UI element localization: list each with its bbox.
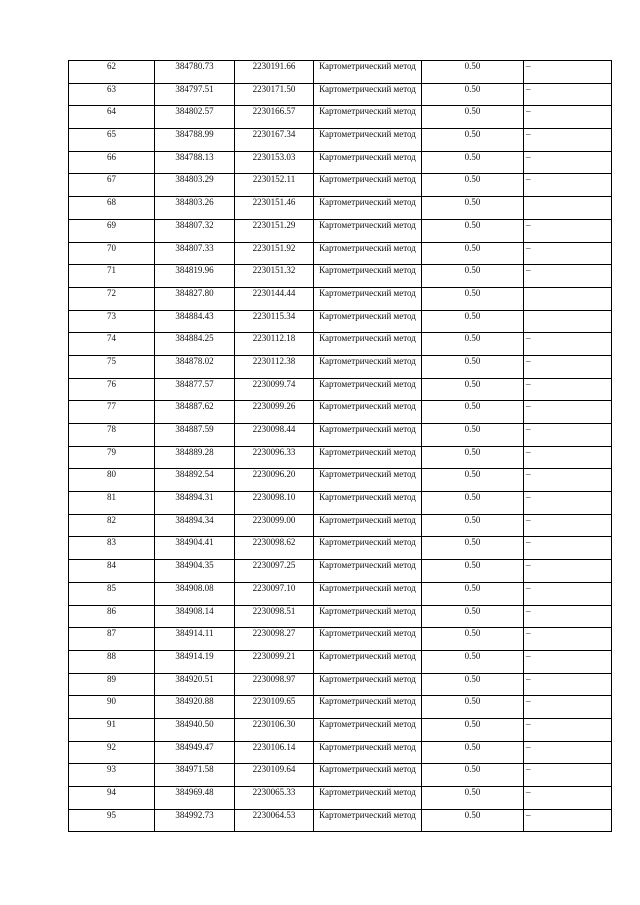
- method-cell: Картометрический метод: [314, 787, 422, 810]
- method-cell: Картометрический метод: [314, 469, 422, 492]
- method-cell: Картометрический метод: [314, 446, 422, 469]
- accuracy-cell: 0.50: [422, 696, 524, 719]
- y-coordinate-cell: 2230153.03: [235, 151, 314, 174]
- accuracy-cell: 0.50: [422, 242, 524, 265]
- accuracy-cell: 0.50: [422, 197, 524, 220]
- table-row: [69, 83, 612, 106]
- accuracy-cell: 0.50: [422, 83, 524, 106]
- method-cell: Картометрический метод: [314, 287, 422, 310]
- accuracy-cell: 0.50: [422, 265, 524, 288]
- point-number-cell: 66: [69, 151, 155, 174]
- table-row: [69, 333, 612, 356]
- note-cell: –: [524, 696, 612, 719]
- note-cell: –: [524, 378, 612, 401]
- table-row: [69, 106, 612, 129]
- table-row: [69, 174, 612, 197]
- y-coordinate-cell: 2230106.14: [235, 741, 314, 764]
- point-number-cell: 90: [69, 696, 155, 719]
- table-row: [69, 787, 612, 810]
- accuracy-cell: 0.50: [422, 151, 524, 174]
- table-row: [69, 424, 612, 447]
- table-row: [69, 492, 612, 515]
- accuracy-cell: 0.50: [422, 560, 524, 583]
- point-number-cell: 89: [69, 673, 155, 696]
- y-coordinate-cell: 2230064.53: [235, 809, 314, 832]
- note-cell: –: [524, 265, 612, 288]
- table-row: [69, 605, 612, 628]
- note-cell: [524, 197, 612, 220]
- x-coordinate-cell: 384802.57: [155, 106, 235, 129]
- x-coordinate-cell: 384908.14: [155, 605, 235, 628]
- point-number-cell: 73: [69, 310, 155, 333]
- method-cell: Картометрический метод: [314, 378, 422, 401]
- point-number-cell: 93: [69, 764, 155, 787]
- note-cell: –: [524, 741, 612, 764]
- x-coordinate-cell: 384904.35: [155, 560, 235, 583]
- x-coordinate-cell: 384877.57: [155, 378, 235, 401]
- method-cell: Картометрический метод: [314, 355, 422, 378]
- accuracy-cell: 0.50: [422, 174, 524, 197]
- accuracy-cell: 0.50: [422, 582, 524, 605]
- x-coordinate-cell: 384827.80: [155, 287, 235, 310]
- point-number-cell: 85: [69, 582, 155, 605]
- x-coordinate-cell: 384894.31: [155, 492, 235, 515]
- method-cell: Картометрический метод: [314, 809, 422, 832]
- point-number-cell: 69: [69, 219, 155, 242]
- y-coordinate-cell: 2230098.97: [235, 673, 314, 696]
- accuracy-cell: 0.50: [422, 106, 524, 129]
- point-number-cell: 77: [69, 401, 155, 424]
- coordinates-table: [68, 60, 612, 832]
- accuracy-cell: 0.50: [422, 514, 524, 537]
- table-row: [69, 696, 612, 719]
- note-cell: –: [524, 446, 612, 469]
- note-cell: –: [524, 560, 612, 583]
- y-coordinate-cell: 2230115.34: [235, 310, 314, 333]
- table-row: [69, 129, 612, 152]
- point-number-cell: 70: [69, 242, 155, 265]
- accuracy-cell: 0.50: [422, 129, 524, 152]
- method-cell: Картометрический метод: [314, 106, 422, 129]
- method-cell: Картометрический метод: [314, 605, 422, 628]
- table-row: [69, 355, 612, 378]
- accuracy-cell: 0.50: [422, 787, 524, 810]
- x-coordinate-cell: 384992.73: [155, 809, 235, 832]
- accuracy-cell: 0.50: [422, 219, 524, 242]
- y-coordinate-cell: 2230144.44: [235, 287, 314, 310]
- y-coordinate-cell: 2230112.18: [235, 333, 314, 356]
- method-cell: Картометрический метод: [314, 83, 422, 106]
- method-cell: Картометрический метод: [314, 151, 422, 174]
- note-cell: –: [524, 582, 612, 605]
- x-coordinate-cell: 384914.19: [155, 650, 235, 673]
- method-cell: Картометрический метод: [314, 61, 422, 84]
- accuracy-cell: 0.50: [422, 378, 524, 401]
- point-number-cell: 84: [69, 560, 155, 583]
- accuracy-cell: 0.50: [422, 355, 524, 378]
- note-cell: –: [524, 673, 612, 696]
- table-row: [69, 401, 612, 424]
- y-coordinate-cell: 2230097.25: [235, 560, 314, 583]
- accuracy-cell: 0.50: [422, 61, 524, 84]
- note-cell: –: [524, 605, 612, 628]
- y-coordinate-cell: 2230096.20: [235, 469, 314, 492]
- method-cell: Картометрический метод: [314, 537, 422, 560]
- x-coordinate-cell: 384889.28: [155, 446, 235, 469]
- x-coordinate-cell: 384949.47: [155, 741, 235, 764]
- accuracy-cell: 0.50: [422, 764, 524, 787]
- method-cell: Картометрический метод: [314, 582, 422, 605]
- x-coordinate-cell: 384920.88: [155, 696, 235, 719]
- x-coordinate-cell: 384908.08: [155, 582, 235, 605]
- note-cell: –: [524, 514, 612, 537]
- y-coordinate-cell: 2230191.66: [235, 61, 314, 84]
- note-cell: –: [524, 469, 612, 492]
- y-coordinate-cell: 2230099.74: [235, 378, 314, 401]
- y-coordinate-cell: 2230151.29: [235, 219, 314, 242]
- point-number-cell: 64: [69, 106, 155, 129]
- point-number-cell: 88: [69, 650, 155, 673]
- table-row: [69, 673, 612, 696]
- table-row: [69, 265, 612, 288]
- accuracy-cell: 0.50: [422, 718, 524, 741]
- y-coordinate-cell: 2230106.30: [235, 718, 314, 741]
- point-number-cell: 78: [69, 424, 155, 447]
- x-coordinate-cell: 384807.32: [155, 219, 235, 242]
- table-row: [69, 446, 612, 469]
- accuracy-cell: 0.50: [422, 809, 524, 832]
- note-cell: –: [524, 219, 612, 242]
- note-cell: –: [524, 628, 612, 651]
- point-number-cell: 67: [69, 174, 155, 197]
- note-cell: –: [524, 809, 612, 832]
- method-cell: Картометрический метод: [314, 696, 422, 719]
- x-coordinate-cell: 384884.25: [155, 333, 235, 356]
- note-cell: –: [524, 129, 612, 152]
- accuracy-cell: 0.50: [422, 650, 524, 673]
- method-cell: Картометрический метод: [314, 764, 422, 787]
- table-row: [69, 151, 612, 174]
- x-coordinate-cell: 384892.54: [155, 469, 235, 492]
- y-coordinate-cell: 2230151.46: [235, 197, 314, 220]
- x-coordinate-cell: 384914.11: [155, 628, 235, 651]
- y-coordinate-cell: 2230099.00: [235, 514, 314, 537]
- point-number-cell: 62: [69, 61, 155, 84]
- method-cell: Картометрический метод: [314, 741, 422, 764]
- method-cell: Картометрический метод: [314, 492, 422, 515]
- y-coordinate-cell: 2230099.21: [235, 650, 314, 673]
- point-number-cell: 95: [69, 809, 155, 832]
- y-coordinate-cell: 2230109.65: [235, 696, 314, 719]
- table-row: [69, 219, 612, 242]
- y-coordinate-cell: 2230109.64: [235, 764, 314, 787]
- point-number-cell: 81: [69, 492, 155, 515]
- note-cell: –: [524, 242, 612, 265]
- note-cell: –: [524, 106, 612, 129]
- x-coordinate-cell: 384780.73: [155, 61, 235, 84]
- point-number-cell: 68: [69, 197, 155, 220]
- accuracy-cell: 0.50: [422, 492, 524, 515]
- y-coordinate-cell: 2230098.51: [235, 605, 314, 628]
- x-coordinate-cell: 384920.51: [155, 673, 235, 696]
- accuracy-cell: 0.50: [422, 628, 524, 651]
- table-row: [69, 242, 612, 265]
- method-cell: Картометрический метод: [314, 560, 422, 583]
- y-coordinate-cell: 2230099.26: [235, 401, 314, 424]
- table-row: [69, 718, 612, 741]
- accuracy-cell: 0.50: [422, 469, 524, 492]
- point-number-cell: 86: [69, 605, 155, 628]
- point-number-cell: 82: [69, 514, 155, 537]
- point-number-cell: 80: [69, 469, 155, 492]
- y-coordinate-cell: 2230171.50: [235, 83, 314, 106]
- method-cell: Картометрический метод: [314, 265, 422, 288]
- note-cell: –: [524, 174, 612, 197]
- x-coordinate-cell: 384904.41: [155, 537, 235, 560]
- y-coordinate-cell: 2230152.11: [235, 174, 314, 197]
- method-cell: Картометрический метод: [314, 174, 422, 197]
- method-cell: Картометрический метод: [314, 718, 422, 741]
- point-number-cell: 83: [69, 537, 155, 560]
- y-coordinate-cell: 2230065.33: [235, 787, 314, 810]
- note-cell: –: [524, 537, 612, 560]
- accuracy-cell: 0.50: [422, 741, 524, 764]
- point-number-cell: 76: [69, 378, 155, 401]
- table-row: [69, 287, 612, 310]
- note-cell: –: [524, 151, 612, 174]
- y-coordinate-cell: 2230151.92: [235, 242, 314, 265]
- accuracy-cell: 0.50: [422, 401, 524, 424]
- note-cell: –: [524, 83, 612, 106]
- note-cell: –: [524, 424, 612, 447]
- point-number-cell: 94: [69, 787, 155, 810]
- table-row: [69, 582, 612, 605]
- table-row: [69, 741, 612, 764]
- point-number-cell: 63: [69, 83, 155, 106]
- method-cell: Картометрический метод: [314, 219, 422, 242]
- accuracy-cell: 0.50: [422, 310, 524, 333]
- method-cell: Картометрический метод: [314, 514, 422, 537]
- accuracy-cell: 0.50: [422, 424, 524, 447]
- y-coordinate-cell: 2230098.44: [235, 424, 314, 447]
- y-coordinate-cell: 2230098.62: [235, 537, 314, 560]
- accuracy-cell: 0.50: [422, 446, 524, 469]
- y-coordinate-cell: 2230112.38: [235, 355, 314, 378]
- y-coordinate-cell: 2230098.27: [235, 628, 314, 651]
- table-row: [69, 197, 612, 220]
- y-coordinate-cell: 2230167.34: [235, 129, 314, 152]
- x-coordinate-cell: 384803.29: [155, 174, 235, 197]
- accuracy-cell: 0.50: [422, 537, 524, 560]
- accuracy-cell: 0.50: [422, 605, 524, 628]
- note-cell: –: [524, 787, 612, 810]
- accuracy-cell: 0.50: [422, 287, 524, 310]
- method-cell: Картометрический метод: [314, 129, 422, 152]
- note-cell: –: [524, 492, 612, 515]
- note-cell: –: [524, 650, 612, 673]
- x-coordinate-cell: 384887.59: [155, 424, 235, 447]
- x-coordinate-cell: 384788.13: [155, 151, 235, 174]
- y-coordinate-cell: 2230097.10: [235, 582, 314, 605]
- table-row: [69, 764, 612, 787]
- x-coordinate-cell: 384819.96: [155, 265, 235, 288]
- method-cell: Картометрический метод: [314, 673, 422, 696]
- table-row: [69, 469, 612, 492]
- method-cell: Картометрический метод: [314, 242, 422, 265]
- table-row: [69, 514, 612, 537]
- x-coordinate-cell: 384940.50: [155, 718, 235, 741]
- method-cell: Картометрический метод: [314, 401, 422, 424]
- table-row: [69, 61, 612, 84]
- table-row: [69, 378, 612, 401]
- point-number-cell: 72: [69, 287, 155, 310]
- note-cell: –: [524, 333, 612, 356]
- point-number-cell: 74: [69, 333, 155, 356]
- x-coordinate-cell: 384971.58: [155, 764, 235, 787]
- accuracy-cell: 0.50: [422, 333, 524, 356]
- point-number-cell: 92: [69, 741, 155, 764]
- x-coordinate-cell: 384887.62: [155, 401, 235, 424]
- y-coordinate-cell: 2230151.32: [235, 265, 314, 288]
- method-cell: Картометрический метод: [314, 650, 422, 673]
- table-row: [69, 628, 612, 651]
- note-cell: –: [524, 718, 612, 741]
- x-coordinate-cell: 384788.99: [155, 129, 235, 152]
- method-cell: Картометрический метод: [314, 424, 422, 447]
- method-cell: Картометрический метод: [314, 310, 422, 333]
- x-coordinate-cell: 384797.51: [155, 83, 235, 106]
- x-coordinate-cell: 384803.26: [155, 197, 235, 220]
- table-row: [69, 537, 612, 560]
- method-cell: Картометрический метод: [314, 628, 422, 651]
- note-cell: –: [524, 401, 612, 424]
- note-cell: –: [524, 764, 612, 787]
- x-coordinate-cell: 384884.43: [155, 310, 235, 333]
- x-coordinate-cell: 384969.48: [155, 787, 235, 810]
- table-row: [69, 809, 612, 832]
- y-coordinate-cell: 2230166.57: [235, 106, 314, 129]
- point-number-cell: 71: [69, 265, 155, 288]
- note-cell: [524, 310, 612, 333]
- x-coordinate-cell: 384878.02: [155, 355, 235, 378]
- y-coordinate-cell: 2230096.33: [235, 446, 314, 469]
- table-row: [69, 310, 612, 333]
- point-number-cell: 75: [69, 355, 155, 378]
- note-cell: [524, 287, 612, 310]
- note-cell: –: [524, 355, 612, 378]
- x-coordinate-cell: 384807.33: [155, 242, 235, 265]
- point-number-cell: 65: [69, 129, 155, 152]
- point-number-cell: 79: [69, 446, 155, 469]
- table-row: [69, 650, 612, 673]
- method-cell: Картометрический метод: [314, 197, 422, 220]
- table-row: [69, 560, 612, 583]
- y-coordinate-cell: 2230098.10: [235, 492, 314, 515]
- accuracy-cell: 0.50: [422, 673, 524, 696]
- note-cell: –: [524, 61, 612, 84]
- method-cell: Картометрический метод: [314, 333, 422, 356]
- point-number-cell: 87: [69, 628, 155, 651]
- x-coordinate-cell: 384894.34: [155, 514, 235, 537]
- coordinates-table-body: [69, 61, 612, 832]
- point-number-cell: 91: [69, 718, 155, 741]
